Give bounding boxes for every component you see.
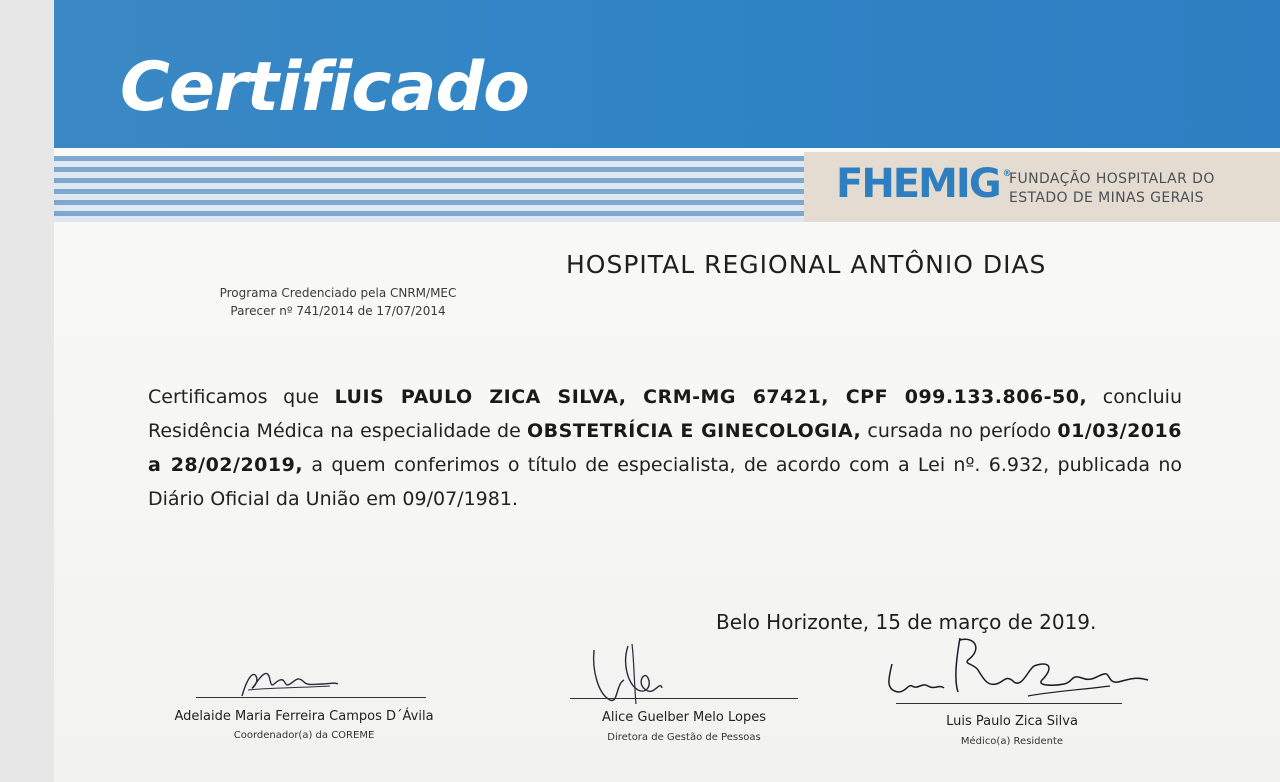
body-residency: concluiu Residência Médica na especialidade de (148, 386, 1182, 442)
signatory-role-resident: Médico(a) Residente (960, 736, 1064, 747)
specialty: OBSTETRÍCIA E GINECOLOGIA, (526, 420, 862, 442)
fhemig-logo (836, 161, 1012, 207)
program-accreditation (178, 284, 498, 320)
signature-director-handwriting (588, 640, 688, 710)
recipient-identification: LUIS PAULO ZICA SILVA, CRM-MG 67421, CPF 099.133.806-50, (334, 386, 1088, 408)
signature-resident-handwriting (878, 630, 1158, 706)
decorative-stripes (54, 156, 804, 222)
certificate-title: Certificado (120, 48, 529, 127)
certificate-header (54, 0, 1280, 148)
registered-mark: ® (1002, 169, 1012, 179)
body-intro: Certificamos que (148, 386, 335, 408)
signature-resident (872, 630, 1152, 750)
foundation-name (1009, 170, 1215, 208)
signatory-role-director: Diretora de Gestão de Pessoas (607, 732, 761, 743)
signature-line-resident (896, 703, 1122, 704)
residency-period: 01/03/2016 a 28/02/2019, (148, 420, 1182, 476)
fhemig-logo-band (804, 152, 1280, 222)
signatory-name-coordinator: Adelaide Maria Ferreira Campos D´Ávila (174, 709, 434, 724)
place-date: Belo Horizonte, 15 de março de 2019. (716, 610, 1097, 634)
foundation-line-2: ESTADO DE MINAS GERAIS (1009, 190, 1204, 206)
certificate-body (148, 380, 1182, 516)
signature-line-director (570, 698, 798, 699)
signature-director (564, 640, 804, 750)
program-line-1: Programa Credenciado pela CNRM/MEC (219, 286, 457, 300)
hospital-name: HOSPITAL REGIONAL ANTÔNIO DIAS (566, 250, 1047, 279)
certificate-paper (54, 0, 1280, 782)
signature-line-coordinator (196, 697, 426, 698)
signatory-role-coordinator: Coordenador(a) da COREME (233, 730, 375, 741)
body-period-intro: cursada no período (861, 420, 1058, 442)
signatory-name-resident: Luis Paulo Zica Silva (946, 714, 1078, 729)
signatory-name-director: Alice Guelber Melo Lopes (602, 710, 766, 725)
foundation-line-1: FUNDAÇÃO HOSPITALAR DO (1009, 171, 1215, 187)
signature-coordinator-handwriting (234, 662, 344, 702)
fhemig-brand: FHEMIG (836, 161, 1000, 207)
body-conclusion: a quem conferimos o título de especialista, de acordo com a Lei nº. 6.932, publicada no Diário Oficial da União em 09/07/1981. (148, 454, 1182, 510)
program-line-2: Parecer nº 741/2014 de 17/07/2014 (230, 304, 446, 318)
signature-coordinator (164, 660, 444, 750)
